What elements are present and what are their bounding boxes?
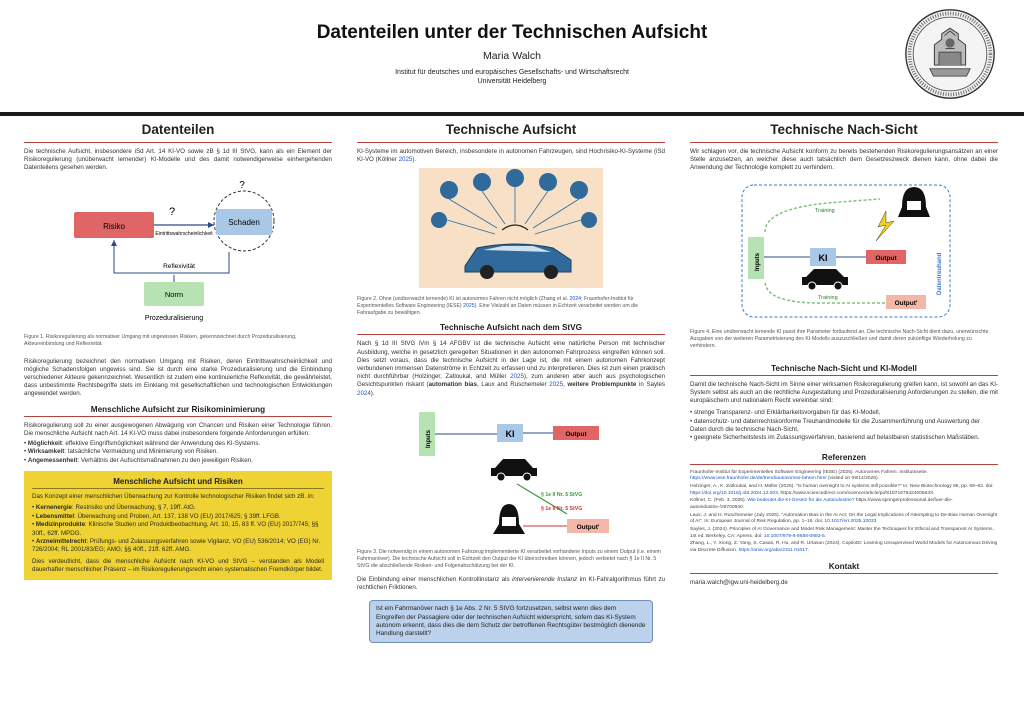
risk-regulation-paragraph: Risikoregulierung bezeichnet den normativen Umgang mit Risiken, deren Eintrittswahrscheinlichkeit und mögliche Schadensfolgen ungewiss sind. Sie ist durch eine starke Prozeduralisierung und die Einbindung verschiedener Akteure gekennzeichnet. Wesentlich ist zudem eine kontinuierliche Reflexivität, die gewährleistet, dass unbestimmte Rechtsbegriffe stets im Einklang mit gesellschaftlichen und technologischen Entwicklungen angewendet werden. bbox=[24, 357, 332, 398]
reference-link[interactable]: https://doi.org/10.1016/j.nbt.2024.12.003 bbox=[690, 490, 778, 496]
subsection-human-oversight: Menschliche Aufsicht zur Risikominimierung bbox=[24, 405, 332, 417]
training-label-bottom: Training bbox=[818, 294, 838, 301]
training-loop-top bbox=[765, 199, 880, 232]
figure-2-caption: Figure 2. Ohne (unüberwacht lernende) KI ist autonomes Fahren nicht möglich (Zhang et al. 2024; Fraunhofer-Institut für Experimentelles Software Engineering (IESE) 2025). Eine Vielzahl an Daten müssen in Echtzeit verarbeitet werden um die Fahraufgabe zu bewältigen. bbox=[357, 296, 639, 317]
figure-4-caption: Figure 4. Eine unüberwacht lernende KI passt ihre Parameter fortlaufend an. Die technische Nach-Sicht dient dazu, unerwünschte Ausgaben von der weiteren Parametrisierung des KI-Modells auszuschließen und damit deren zukünftige Wiederholung zu verhindern. bbox=[690, 328, 989, 349]
prozeduralisierung-label: Prozeduralisierung bbox=[144, 314, 204, 322]
output-label: Output bbox=[565, 430, 587, 438]
section-title-technische-aufsicht: Technische Aufsicht bbox=[357, 122, 665, 143]
datentreuhand-label: Datentreuhand bbox=[937, 252, 943, 295]
reference-item: Zhang, L., Y. Xiong, Z. Yang, S. Casas, R. Hu, and R. Urtasun (2024). CopilotD: Learning Unsupervised World Models for Autonomous Driving via Discrete Diffusion. https://arxiv.org/abs/2311.01017. bbox=[690, 541, 998, 553]
car-icon bbox=[802, 269, 848, 285]
citation-link[interactable]: 2025 bbox=[463, 303, 475, 310]
highlight-box-human-oversight bbox=[24, 471, 332, 580]
reference-item: Laux, J. and H. Ruschemeier (July 2025). "Automation Bias in the AI Act: On the Legal Implications of Attempting to De-Bias Human Oversight of AI". In: European Journal of Risk Regulation, pp. 1–16. doi: 10.1017/err.2025.10033 bbox=[690, 512, 998, 525]
list-item: • geeignete Sicherheitstests im Zulassungsverfahren, basierend auf belastbaren statistischen Maßstäben. bbox=[690, 434, 998, 442]
column-technische-nach-sicht bbox=[690, 122, 998, 718]
inputs-label: Inputs bbox=[426, 429, 432, 448]
poster-title: Datenteilen unter der Technischen Aufsicht bbox=[316, 22, 708, 43]
list-item: • Möglichkeit: effektive Eingriffsmöglichkeit während der Anwendung des KI-Systems. bbox=[24, 440, 332, 448]
figure-3-caption: Figure 3. Die notwendig in einem autonomen Fahrzeug implementierte KI verarbeitet vorhandene Inputs zu einem Output (i.e. einem Fahrmanöver). Die technische Aufsicht soll in Echtzeit den Output der KI überschreiben können, jedoch verbietet nach § 1e II Nr. 5 StVG die abschließende Risiken- und Folgenabschätzung bei der KI. bbox=[357, 548, 661, 569]
reference-link[interactable]: 10.1007/979-8-8688-0983-5 bbox=[763, 533, 825, 539]
citation-link[interactable]: 2025 bbox=[510, 373, 524, 381]
reference-link[interactable]: https://www.iese.fraunhofer.de/de/trend/autonomes-fahren.html bbox=[690, 476, 827, 482]
institute bbox=[0, 68, 1024, 86]
citation-link[interactable]: 2025 bbox=[549, 381, 564, 389]
rule-label-1: § 1e II Nr. 5 StVG bbox=[541, 491, 583, 498]
ki-label: KI bbox=[818, 252, 828, 263]
risk-regulation-diagram bbox=[24, 177, 332, 327]
lightning-icon bbox=[876, 211, 894, 241]
university-seal-icon bbox=[904, 8, 996, 100]
data-trust-diagram bbox=[690, 177, 998, 322]
reference-item: Holzinger, A., K. Zatloukal, and H. Müller (2025). "Is human oversight to AI systems still possible?" In: New Biotechnology 85, pp. 59–62. doi: https://doi.org/10.1016/j.nbt.2024.12.003, https://www.sciencedirect.com/science/article/pii/S187167842400563X. bbox=[690, 484, 994, 496]
training-label-top: Training bbox=[815, 207, 835, 214]
reference-item: Sayles, J. (2024). Principles of AI Governance and Model Risk Management: Master the Techniques for Ethical and Transparent AI Systems. 1st ed. Berkeley, CA: Apress. doi: 10.1007/979-8-8688-0983-5. bbox=[690, 527, 994, 539]
list-item: • Medizinprodukte: Klinische Studien und Produktbeobachtung, Art. 10, 15, 83 ff. VO (EU) 2017/745; §§ 30ff., 62ff. MPDG. bbox=[32, 521, 324, 538]
nach-sicht-paragraph: Damit die technische Nach-Sicht im Sinne einer wirksamen Risikoregulierung greifen kann, ist sowohl an das KI-System selbst als auch an die rechtliche Ausgestaltung und Prozeduralisierung Anforderungen zu stellen, die mit europäischem und nationalem Recht vereinbar sind: bbox=[690, 380, 998, 405]
car-icon bbox=[491, 459, 537, 476]
risiko-label: Risiko bbox=[103, 221, 125, 231]
research-question-box: Ist ein Fahrmanöver nach § 1e Abs. 2 Nr. 5 StVG fortzusetzen, selbst wenn dies dem Eingreifen der Passagiere oder der technischen Aufsicht widerspricht, sofern das KI-System autonom erkennt, dass dies die dem Schutz der betroffenen Rechtsgüter bestmöglich dienende Handlung darstellt? bbox=[369, 600, 653, 643]
box-title: Menschliche Aufsicht und Risiken bbox=[32, 477, 324, 489]
box-intro: Das Konzept einer menschlichen Überwachung zur Kontrolle technologischer Risiken findet sich zB. in: bbox=[32, 493, 315, 501]
ai-override-diagram bbox=[357, 404, 665, 542]
reflexivity-label: Reflexivität bbox=[163, 262, 195, 270]
list-item: • strenge Transparenz- und Erklärbarkeitsvorgaben für das KI-Modell, bbox=[690, 409, 998, 417]
nach-sicht-requirements-list bbox=[690, 409, 998, 443]
list-item: • Angemessenheit: Verhältnis der Aufsichtsmaßnahmen zu den jeweiligen Risiken. bbox=[24, 457, 332, 465]
list-item: • Wirksamkeit: tatsächliche Vermeidung und Minimierung von Risiken. bbox=[24, 448, 332, 456]
subsection-contact: Kontakt bbox=[690, 562, 998, 574]
subsection-nach-sicht-ki: Technische Nach-Sicht und KI-Modell bbox=[690, 364, 998, 376]
reference-item: Köllner, C. (Feb. 3, 2025). Wie bedeutet die KI-Gesetz für die Autoindustrie? https://www.springerprofessional.de/fuer-die-autoindustrie-/26700940. bbox=[690, 498, 953, 510]
subsection-stvg: Technische Aufsicht nach dem StVG bbox=[357, 323, 665, 335]
reference-link[interactable]: 10.1017/err.2025.10033 bbox=[824, 519, 877, 525]
figure-1-caption: Figure 1. Risikoregulierung als normativer Umgang mit ungewissen Risiken, gekennzeichnet durch Prozeduralisierung, Akteureinbindung und Reflexivität. bbox=[24, 333, 297, 347]
references-list bbox=[690, 470, 998, 554]
list-item: • Arzneimittelrecht: Prüfungs- und Zulassungsverfahren sowie Vigilanz, VO (EU) 536/2014; VO (EG) Nr. 726/2004; RL 2001/83/EG; AMG; §§ 40ff., 21ff. 62ff. AMG. bbox=[32, 538, 324, 555]
institute-line-1: Institut für deutsches und europäisches Gesellschafts- und Wirtschaftsrecht bbox=[395, 69, 629, 76]
requirements-list bbox=[24, 440, 332, 465]
reference-link[interactable]: https://arxiv.org/abs/2311.01017 bbox=[738, 547, 808, 553]
ki-label: KI bbox=[505, 428, 515, 439]
institute-line-2: Universität Heidelberg bbox=[477, 78, 547, 85]
list-item: • Kernenergie: Restrisiko und Überwachung, § 7, 19ff. AtG. bbox=[32, 504, 324, 512]
box-conclusion: Dies verdeutlicht, dass die menschliche Aufsicht nach KI-VO und StVG – verstanden als Modell dauerhafter menschlicher Präsenz – im Risikoregulierungsrecht einen systematischen Fremdkörper bildet. bbox=[32, 557, 324, 574]
eintritt-label: Eintrittswahrscheinlichkeit bbox=[155, 230, 213, 237]
reference-item: Fraunhofer-Institut für Experimentelles Software Engineering (IESE) (2025). Autonomes Fahren. Institutsseite. https://www.iese.fraunhofer.de/de/trend/autonomes-fahren.html (visited on 09/14/2025). bbox=[690, 469, 928, 482]
section-title-nach-sicht: Technische Nach-Sicht bbox=[690, 122, 998, 143]
contact-email[interactable]: maria.walch@igw.uni-heidelberg.de bbox=[690, 579, 788, 587]
question-mark-2: ? bbox=[239, 179, 245, 191]
list-item: • datenschutz- und datenrechtskonforme Treuhandmodelle für die Zusammenführung und Auswertung der Daten durch die technische Nach-Sicht, bbox=[690, 418, 998, 435]
citation-link[interactable]: 2025 bbox=[398, 156, 413, 164]
subsection-references: Referenzen bbox=[690, 453, 998, 465]
column-technische-aufsicht bbox=[357, 122, 665, 718]
intro-paragraph: KI-Systeme im automotiven Bereich, insbesondere in autonomen Fahrzeugen, sind Hochrisiko-KI-Systeme (iSd KI-VO (Köllner 2025). bbox=[357, 148, 665, 164]
intro-paragraph: Wir schlagen vor, die technische Aufsicht konform zu bereits bestehenden Risikoregulierungsansätzen an einer Stelle anzusetzen, an welcher diese auch tatsächlich dem Gesetzeszweck dienen kann, ohne dabei die Anwendung der Technologie komplett zu verhindern. bbox=[690, 148, 998, 172]
list-item: • Lebensmittel: Überwachung und Proben, Art. 137, 138 VO (EU) 2017/625; § 39ff. LFGB. bbox=[32, 513, 324, 521]
column-datenteilen bbox=[24, 122, 332, 718]
section-title-datenteilen: Datenteilen bbox=[24, 122, 332, 143]
output-prime-label: Output' bbox=[894, 299, 918, 307]
schaden-label: Schaden bbox=[228, 217, 260, 227]
arrowhead-icon bbox=[111, 240, 117, 246]
header-divider bbox=[0, 112, 1024, 116]
autonomous-car-illustration bbox=[357, 168, 665, 288]
inputs-label: Inputs bbox=[755, 252, 761, 271]
citation-link[interactable]: 2024 bbox=[569, 296, 582, 303]
reference-link[interactable]: Wie bedeutet die KI-Gesetz für die Autoindustrie? bbox=[747, 498, 855, 504]
output-label: Output bbox=[875, 254, 897, 262]
citation-link[interactable]: 2024 bbox=[357, 389, 371, 397]
box-list bbox=[32, 504, 324, 554]
conclusion-paragraph: Die Einbindung einer menschlichen Kontrollinstanz als intervenierende Instanz im KI-Fahralgorithmus führt zu rechtlichen Friktionen. bbox=[357, 575, 665, 592]
author-name: Maria Walch bbox=[483, 50, 541, 62]
poster-header bbox=[0, 0, 1024, 112]
output-prime-label: Output' bbox=[576, 523, 600, 531]
stvg-paragraph: Nach § 1d III StVG iVm § 14 AFGBV ist die technische Aufsicht eine natürliche Person mit technischer Ausbildung, welche in gesetzlich geregelten Situationen in den autonomen Fahrprozess eingreifen können soll. Dies setzt voraus, dass die technische Aufsicht in der Lage ist, die mit einem autonomen Fahrkonzept verbundenen immensen Datenströme in Echtzeit zu erfassen und zu interpretieren. Dies ist zum einen praktisch nicht durchführbar (Holzinger, Zatloukal, and Müller 2025), zum anderen aber auch aus psychologischen Gesichtspunkten riskant (automation bias, Laux and Ruschemeier 2025, weitere Problempunkte in Sayles 2024). bbox=[357, 340, 665, 397]
requirements-paragraph: Risikoregulierung soll zu einer ausgewogenen Abwägung von Chancen und Risiken einer Technologie führen. Die menschliche Aufsicht nach Art. 14 KI-VO muss dabei insbesondere folgende Anforderungen erfüllen: bbox=[24, 421, 332, 437]
question-mark-1: ? bbox=[169, 205, 176, 218]
intro-paragraph: Die technische Aufsicht, insbesondere iSd Art. 14 KI-VO sowie zB § 1d III StVG, kann als ein Element der Risikoregulierung (unüberwacht lernender) KI-Modelle und des damit notwendigerweise einhergehenden Datenteilens gesehen werden. bbox=[24, 148, 332, 172]
rule-label-2: § 1e II Nr. 5 StVG bbox=[541, 505, 583, 512]
norm-label: Norm bbox=[164, 289, 184, 299]
arrowhead-icon bbox=[208, 222, 214, 228]
